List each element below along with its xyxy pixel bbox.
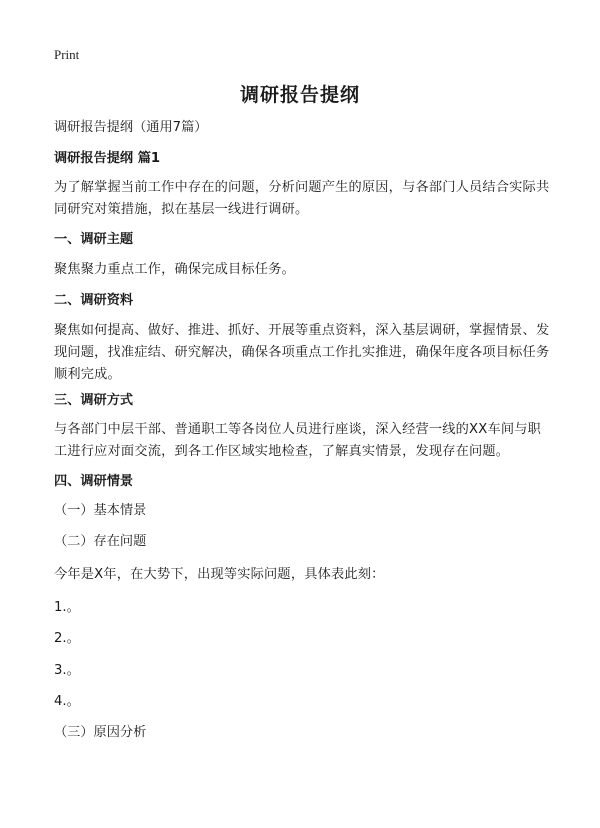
list-item: 4.。	[54, 694, 80, 709]
subheading-cause-analysis: （三）原因分析	[54, 725, 147, 740]
heading-method: 三、调研方式	[54, 393, 134, 408]
list-item: 2.。	[54, 631, 80, 646]
subheading-basic: （一）基本情景	[54, 503, 147, 518]
paragraph-situation: 今年是X年，在大势下，出现等实际问题，具体表此刻：	[54, 567, 385, 582]
print-label[interactable]: Print	[54, 47, 80, 62]
heading-topic: 一、调研主题	[54, 232, 134, 247]
subheading-problems: （二）存在问题	[54, 534, 147, 549]
list-item: 1.。	[54, 600, 80, 615]
document-title: 调研报告提纲	[239, 84, 360, 106]
list-item: 3.。	[54, 663, 80, 678]
document-subtitle: 调研报告提纲（通用7篇）	[54, 120, 208, 135]
section-title: 调研报告提纲 篇1	[54, 151, 161, 166]
paragraph-topic: 聚焦聚力重点工作，确保完成目标任务。	[54, 262, 295, 277]
paragraph-method: 与各部门中层干部、普通职工等各岗位人员进行座谈，深入经营一线的XX车间与职工进行应对面交流，到各工作区域实地检查，了解真实情景，发现存在问题。	[54, 422, 542, 459]
heading-materials: 二、调研资料	[54, 293, 134, 308]
heading-situation: 四、调研情景	[54, 474, 134, 489]
paragraph-materials: 聚焦如何提高、做好、推进、抓好、开展等重点资料，深入基层调研，掌握情景、发现问题，找准症结、研究解决，确保各项重点工作扎实推进，确保年度各项目标任务顺利完成。	[54, 323, 550, 382]
intro-paragraph: 为了解掌握当前工作中存在的问题，分析问题产生的原因，与各部门人员结合实际共同研究对策措施，拟在基层一线进行调研。	[54, 180, 550, 217]
